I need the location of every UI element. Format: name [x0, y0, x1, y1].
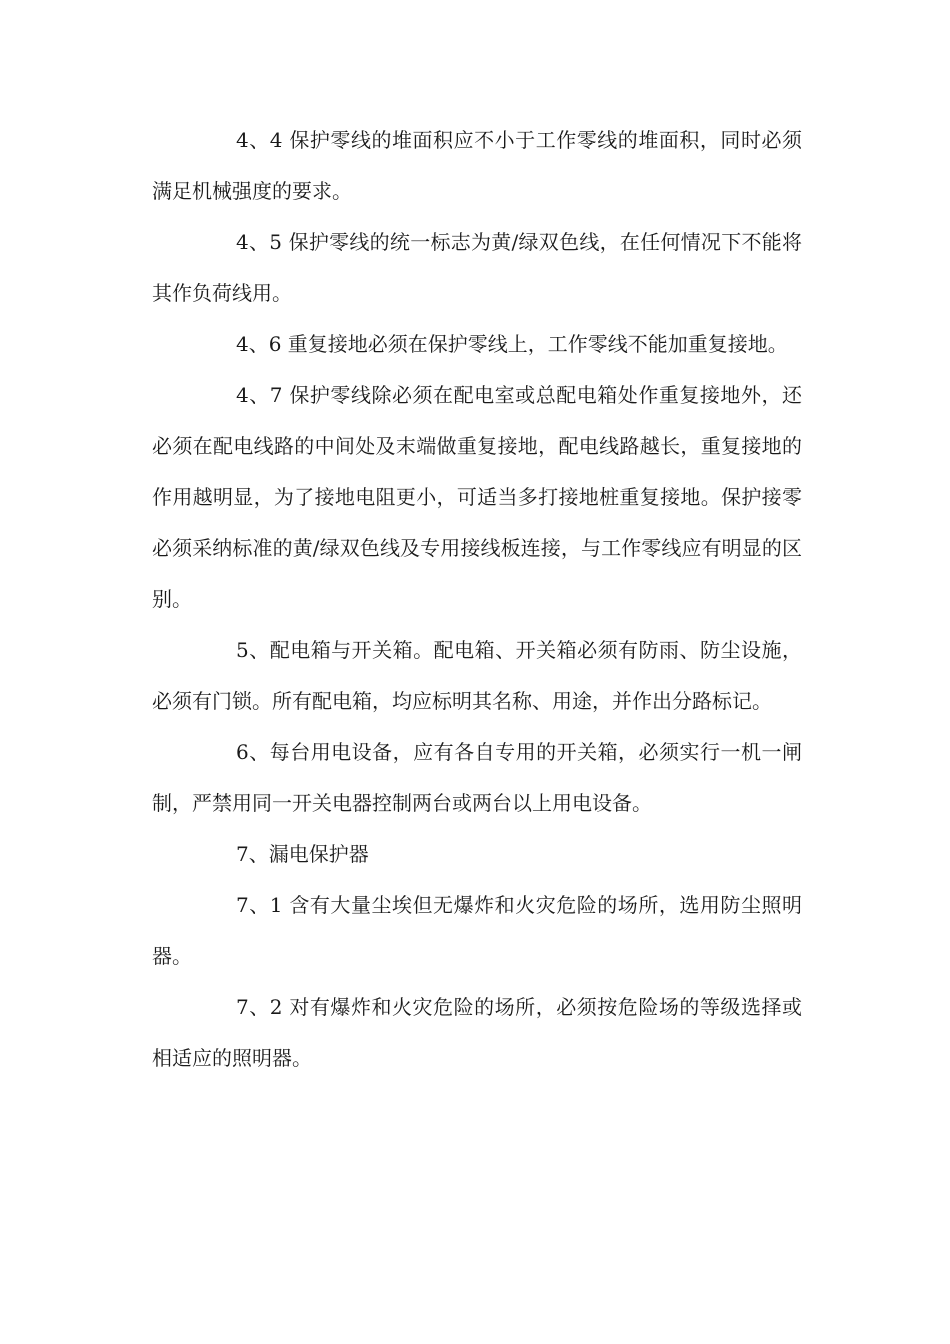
paragraph-4-7: 4、7 保护零线除必须在配电室或总配电箱处作重复接地外，还必须在配电线路的中间处及末端做重复接地，配电线路越长，重复接地的作用越明显，为了接地电阻更小，可适当多打接地桩重复接地。保护接零必须采纳标准的黄/绿双色线及专用接线板连接，与工作零线应有明显的区别。 [152, 383, 802, 611]
paragraph-7-1: 7、1 含有大量尘埃但无爆炸和火灾危险的场所，选用防尘照明器。 [152, 893, 802, 968]
paragraph-7: 7、漏电保护器 [236, 842, 369, 866]
document-body [152, 115, 802, 1084]
paragraph-7-2: 7、2 对有爆炸和火灾危险的场所，必须按危险场的等级选择或相适应的照明器。 [152, 995, 802, 1070]
paragraph-6: 6、每台用电设备，应有各自专用的开关箱，必须实行一机一闸制，严禁用同一开关电器控制两台或两台以上用电设备。 [152, 740, 802, 815]
paragraph-4-5: 4、5 保护零线的统一标志为黄/绿双色线，在任何情况下不能将其作负荷线用。 [152, 230, 802, 305]
paragraph-4-4: 4、4 保护零线的堆面积应不小于工作零线的堆面积，同时必须满足机械强度的要求。 [152, 128, 802, 203]
paragraph-4-6: 4、6 重复接地必须在保护零线上，工作零线不能加重复接地。 [236, 332, 788, 356]
paragraph-5: 5、配电箱与开关箱。配电箱、开关箱必须有防雨、防尘设施，必须有门锁。所有配电箱，均应标明其名称、用途，并作出分路标记。 [152, 638, 802, 713]
